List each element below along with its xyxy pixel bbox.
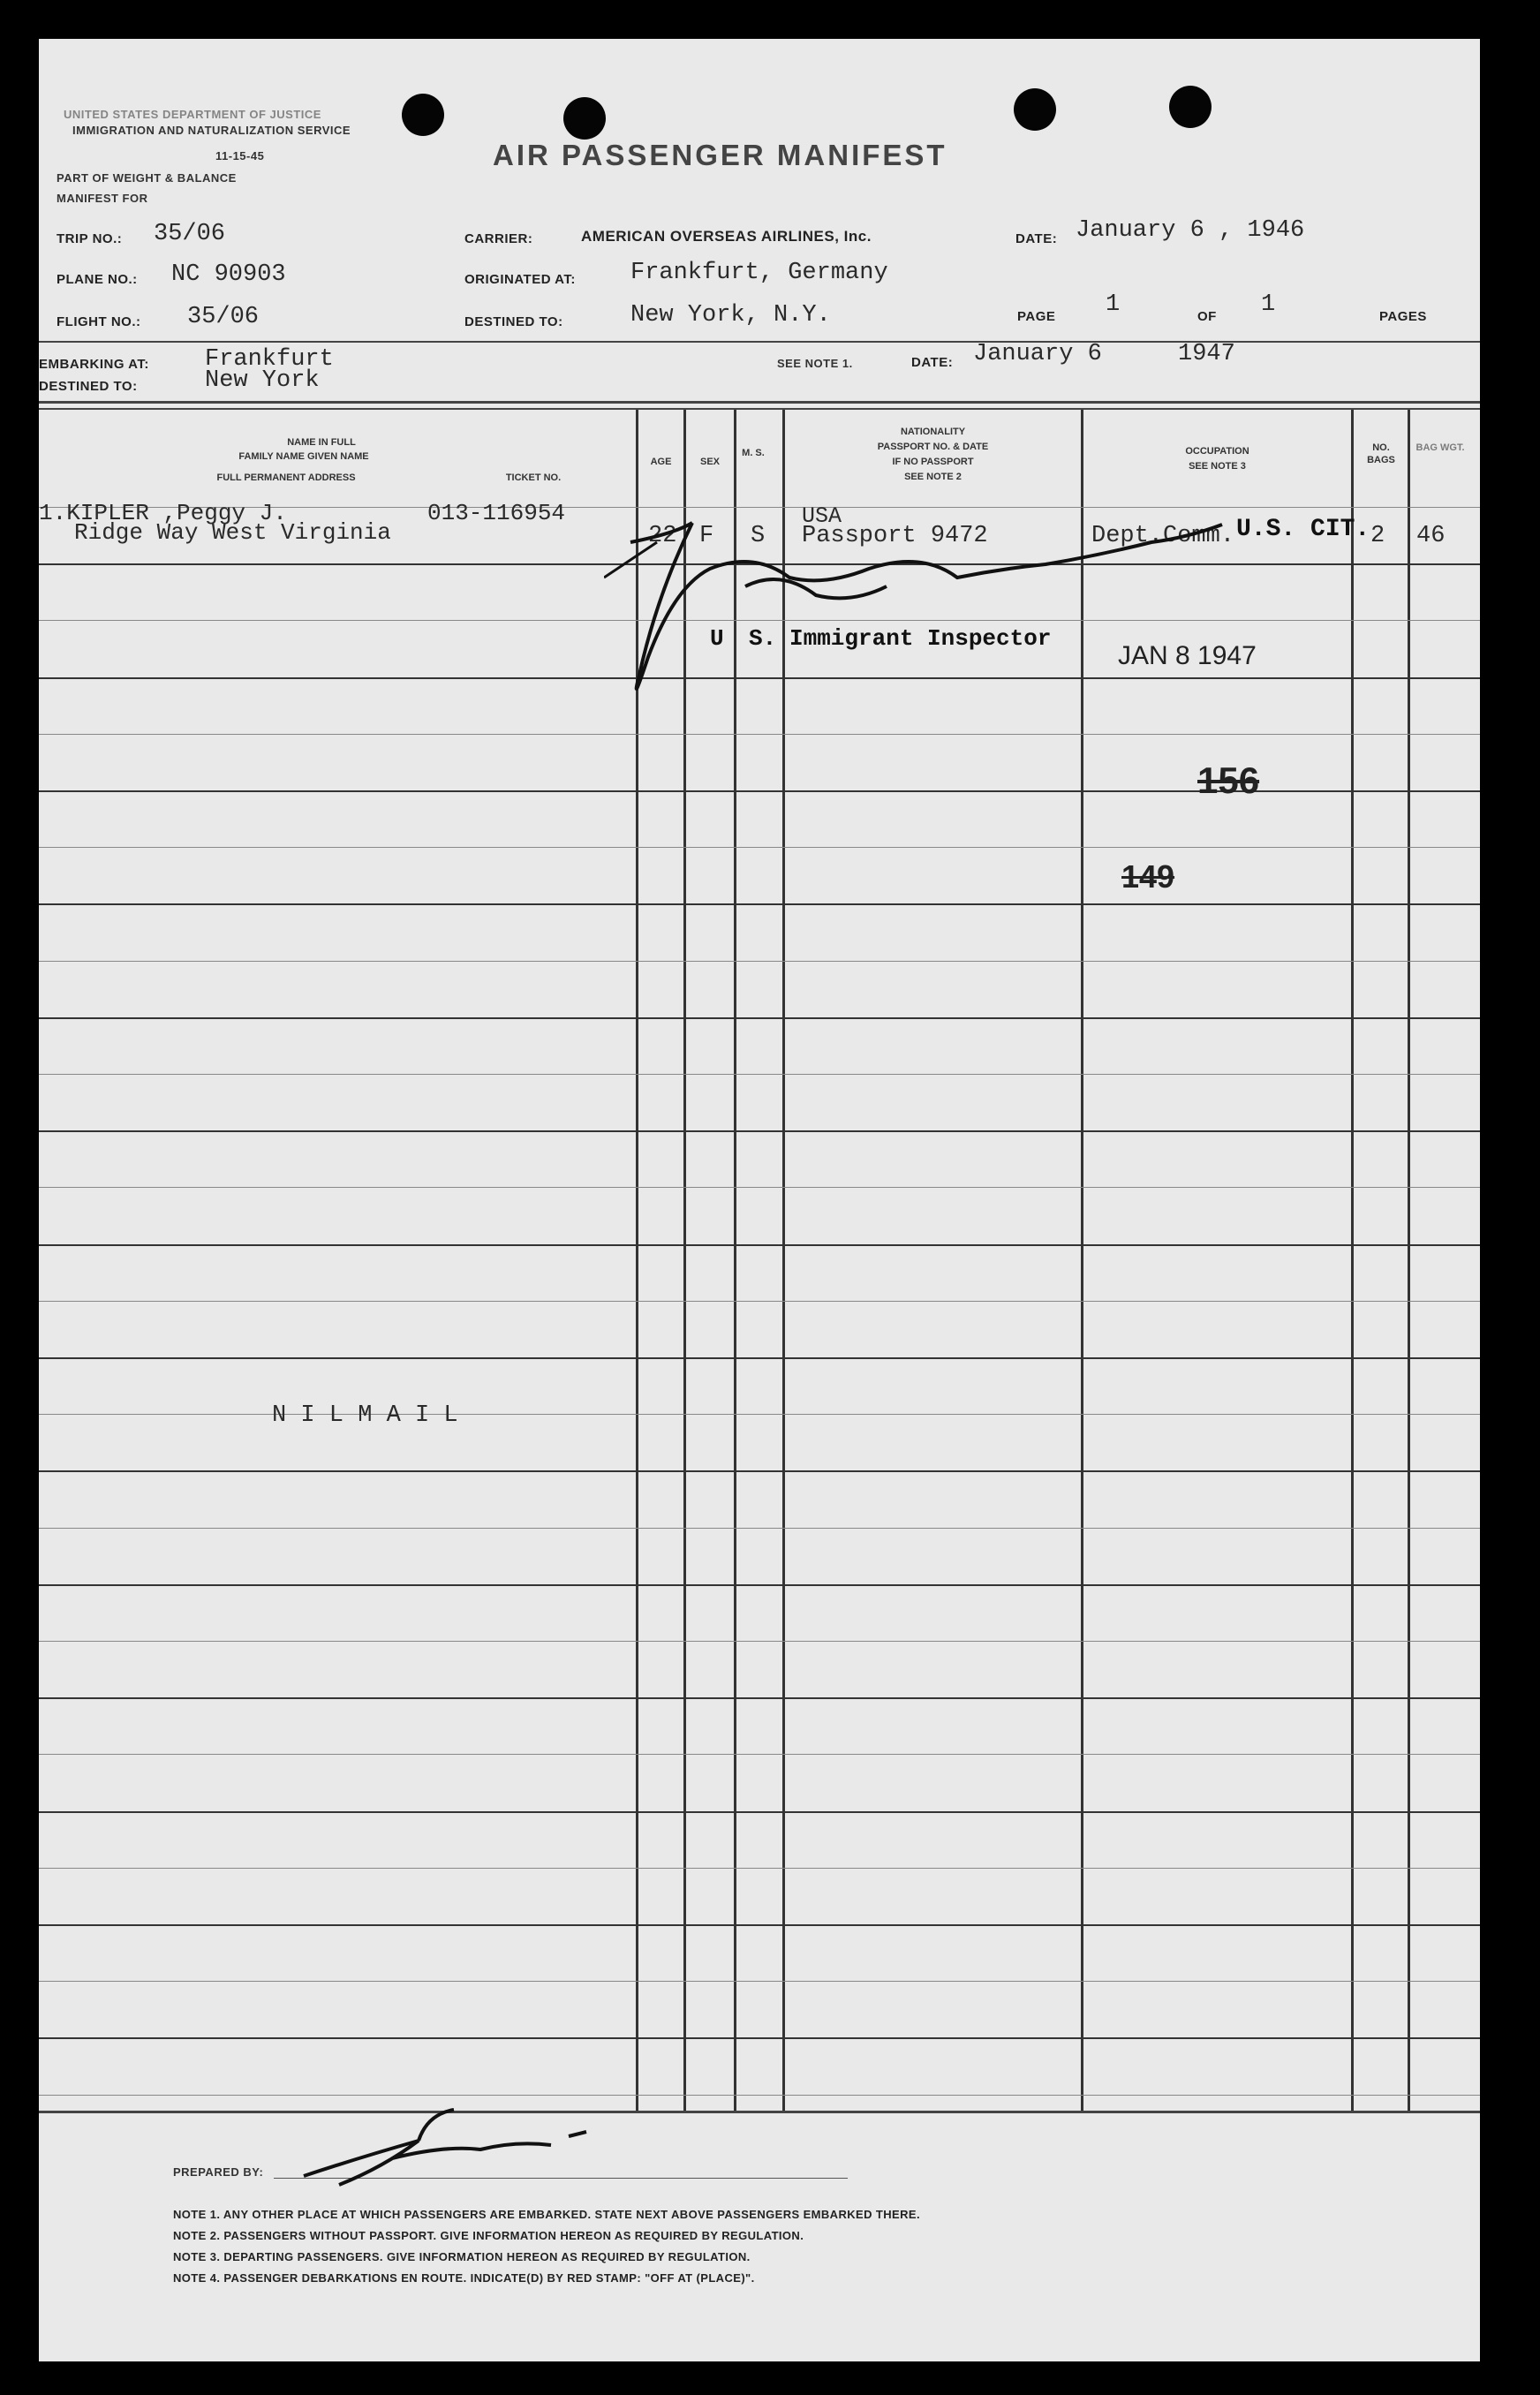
note-4: NOTE 4. PASSENGER DEBARKATIONS EN ROUTE. INDICATE(D) BY RED STAMP: "OFF AT (PLACE)".: [173, 2271, 755, 2285]
struck-value-156: 156: [1197, 759, 1260, 801]
col-age: AGE: [650, 457, 672, 467]
destined-label: DESTINED TO:: [464, 314, 563, 329]
citizen-stamp: U.S. CIT.: [1236, 516, 1370, 543]
prepared-by-label: PREPARED BY:: [173, 2165, 264, 2179]
col-nat-line4: SEE NOTE 2: [904, 472, 962, 482]
table-row-line: [39, 1357, 1480, 1359]
trip-label: TRIP NO.:: [57, 231, 123, 246]
table-row-line: [39, 1641, 1480, 1642]
part-of-line1: PART OF WEIGHT & BALANCE: [57, 171, 237, 185]
table-row-line: [39, 847, 1480, 848]
date2-label: DATE:: [911, 355, 954, 370]
ticket-number: 013-116954: [427, 500, 566, 526]
originated-value: Frankfurt, Germany: [630, 260, 888, 286]
table-row-line: [39, 1811, 1480, 1813]
col-bags: NO. BAGS: [1367, 442, 1395, 465]
col-occ-line2: SEE NOTE 3: [1189, 461, 1246, 472]
col-nat-line2: PASSPORT NO. & DATE: [877, 442, 989, 452]
page-number: 1: [1106, 291, 1121, 318]
embarking-value: Frankfurt: [205, 346, 334, 373]
passenger-name: 1.KIPLER ,Peggy J.: [39, 500, 287, 526]
table-row-line: [39, 1130, 1480, 1132]
table-row-line: [39, 1244, 1480, 1246]
col-nat-line1: NATIONALITY: [900, 427, 966, 437]
destined-value: New York, N.Y.: [630, 302, 831, 329]
inspector-stamp-date: JAN 8 1947: [1118, 641, 1257, 670]
stamp-u: U: [710, 625, 724, 652]
col-bag-weight: BAG WGT.: [1415, 442, 1465, 453]
table-row-line: [39, 1754, 1480, 1755]
inspector-stamp-text: Immigrant Inspector: [789, 625, 1052, 652]
originated-label: ORIGINATED AT:: [464, 272, 576, 287]
col-occ-line1: OCCUPATION: [1185, 446, 1249, 457]
table-row-line: [39, 1584, 1480, 1586]
table-row-line: [39, 903, 1480, 905]
passenger-age: 22: [648, 523, 677, 549]
punch-hole: [1169, 86, 1212, 128]
agency-line1: UNITED STATES DEPARTMENT OF JUSTICE: [64, 108, 321, 121]
table-row-line: [39, 2037, 1480, 2039]
passenger-bags: 2: [1370, 523, 1385, 549]
preparer-signature: [286, 2105, 622, 2194]
destined-to-label: DESTINED TO:: [39, 379, 138, 394]
embarking-label: EMBARKING AT:: [39, 357, 149, 372]
punch-hole: [563, 97, 606, 140]
struck-value-149: 149: [1121, 858, 1175, 895]
col-ms: M. S.: [742, 448, 765, 458]
form-code: 11-15-45: [215, 149, 265, 162]
table-row-line: [39, 1301, 1480, 1302]
date-value: January 6 , 1946: [1076, 217, 1305, 244]
trip-value: 35/06: [154, 221, 226, 247]
punch-hole: [1014, 88, 1056, 131]
plane-value: NC 90903: [171, 261, 286, 288]
table-row-line: [39, 1528, 1480, 1529]
table-row-line: [39, 1074, 1480, 1075]
table-row-line: [39, 790, 1480, 792]
page-label: PAGE: [1017, 309, 1056, 324]
passenger-bag-weight: 46: [1416, 523, 1446, 549]
agency-line2: IMMIGRATION AND NATURALIZATION SERVICE: [72, 124, 351, 137]
table-row-line: [39, 1697, 1480, 1699]
table-row-line: [39, 2095, 1480, 2096]
pages-label: PAGES: [1379, 309, 1427, 324]
table-row-line: [39, 1414, 1480, 1415]
table-row-line: [39, 1470, 1480, 1472]
plane-label: PLANE NO.:: [57, 272, 138, 287]
note-2: NOTE 2. PASSENGERS WITHOUT PASSPORT. GIVE INFORMATION HEREON AS REQUIRED BY REGULATION.: [173, 2229, 804, 2242]
passenger-ms: S: [751, 523, 766, 549]
table-row-line: [39, 1924, 1480, 1926]
of-label: OF: [1197, 309, 1217, 324]
passenger-nationality: USA: [802, 503, 842, 529]
table-row-line: [39, 1017, 1480, 1019]
date2-value: January 6: [973, 341, 1102, 367]
note-3: NOTE 3. DEPARTING PASSENGERS. GIVE INFORMATION HEREON AS REQUIRED BY REGULATION.: [173, 2250, 751, 2263]
nil-mail-note: N I L M A I L: [272, 1402, 458, 1429]
see-note-1: SEE NOTE 1.: [777, 357, 853, 370]
flight-label: FLIGHT NO.:: [57, 314, 141, 329]
col-name-line2: FAMILY NAME GIVEN NAME: [238, 451, 369, 462]
col-name-line1: NAME IN FULL: [287, 437, 356, 448]
col-nat-line3: IF NO PASSPORT: [892, 457, 974, 467]
punch-hole: [402, 94, 444, 136]
page-title: AIR PASSENGER MANIFEST: [493, 139, 947, 171]
manifest-document: [39, 39, 1480, 2361]
date-label: DATE:: [1015, 231, 1058, 246]
passenger-address: Ridge Way West Virginia: [74, 519, 391, 546]
passenger-sex: F: [699, 523, 714, 549]
carrier-value: AMERICAN OVERSEAS AIRLINES, Inc.: [581, 228, 872, 245]
table-row-line: [39, 1868, 1480, 1869]
stamp-s: S.: [749, 625, 777, 652]
flight-value: 35/06: [187, 304, 260, 330]
table-row-line: [39, 961, 1480, 962]
destined-to-value: New York: [205, 367, 320, 394]
table-row-line: [39, 1187, 1480, 1188]
col-name-line3: FULL PERMANENT ADDRESS: [216, 472, 356, 483]
col-sex: SEX: [699, 457, 720, 467]
passenger-occupation: Dept.Comm.: [1091, 523, 1235, 549]
col-ticket: TICKET NO.: [505, 472, 562, 483]
date2-year: 1947: [1178, 341, 1235, 367]
page-total: 1: [1261, 291, 1276, 318]
passenger-passport: Passport 9472: [802, 523, 988, 549]
table-row-line: [39, 1981, 1480, 1982]
part-of-line2: MANIFEST FOR: [57, 192, 148, 205]
note-1: NOTE 1. ANY OTHER PLACE AT WHICH PASSENGERS ARE EMBARKED. STATE NEXT ABOVE PASSENGERS EMBARKED THERE.: [173, 2208, 920, 2221]
carrier-label: CARRIER:: [464, 231, 533, 246]
